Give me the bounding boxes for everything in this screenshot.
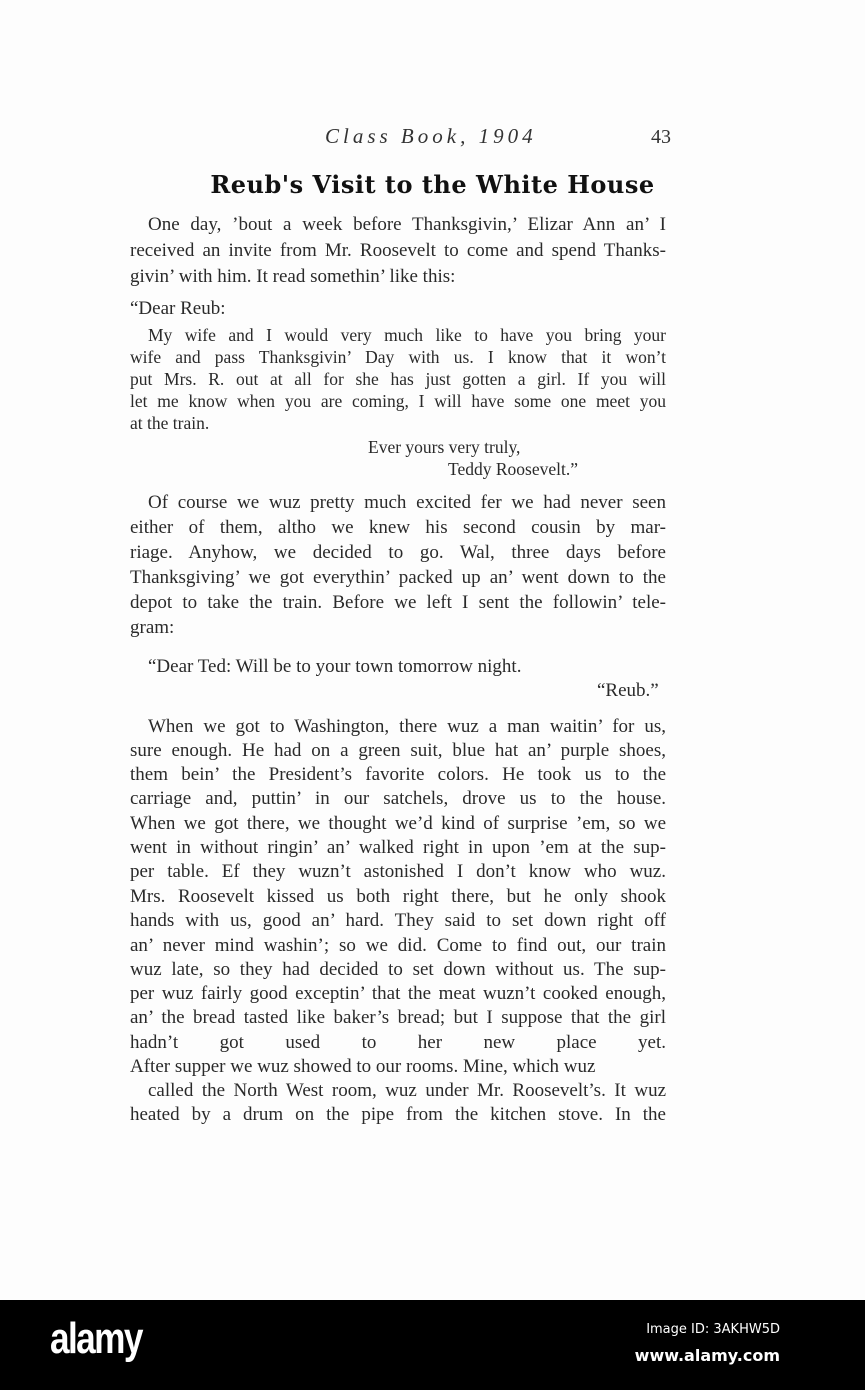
running-title: Class Book, 1904 (325, 124, 537, 148)
text-line: put Mrs. R. out at all for she has just gotten a girl. If you will (130, 369, 666, 389)
text-line: One day, ’bout a week before Thanksgivin,’ Elizar Ann an’ I (148, 214, 666, 235)
text-line: them bein’ the President’s favorite colors. He took us to the (130, 764, 666, 785)
text-line: gram: (130, 617, 175, 638)
text-line: When we got there, we thought we’d kind of surprise ’em, so we (130, 813, 666, 834)
watermark-band (0, 1300, 865, 1390)
text-line: an’ never mind washin’; so we did. Come to find out, our train (130, 935, 666, 956)
text-line: riage. Anyhow, we decided to go. Wal, three days before (130, 542, 666, 563)
text-line: “Reub.” (597, 680, 659, 701)
text-line: Teddy Roosevelt.” (448, 459, 578, 479)
text-line: hands with us, good an’ hard. They said to set down right off (130, 910, 666, 931)
text-line: sure enough. He had on a green suit, blue hat an’ purple shoes, (130, 740, 666, 761)
text-line: carriage and, puttin’ in our satchels, drove us to the house. (130, 788, 666, 809)
text-line: “Dear Ted: Will be to your town tomorrow night. (148, 656, 522, 677)
text-line: Ever yours very truly, (368, 437, 521, 457)
text-line: depot to take the train. Before we left I sent the followin’ tele- (130, 592, 666, 613)
text-line: per wuz fairly good exceptin’ that the meat wuzn’t cooked enough, (130, 983, 666, 1004)
text-line: givin’ with him. It read somethin’ like this: (130, 266, 456, 287)
page-number: 43 (651, 126, 671, 148)
text-line: let me know when you are coming, I will have some one meet you (130, 391, 666, 411)
text-line: called the North West room, wuz under Mr. Roosevelt’s. It wuz (148, 1080, 666, 1101)
text-line: Mrs. Roosevelt kissed us both right there, but he only shook (130, 886, 666, 907)
text-line: an’ the bread tasted like baker’s bread; but I suppose that the girl (130, 1007, 666, 1028)
text-line: Thanksgiving’ we got everythin’ packed up an’ went down to the (130, 567, 666, 588)
text-line: When we got to Washington, there wuz a man waitin’ for us, (148, 716, 666, 737)
text-line: received an invite from Mr. Roosevelt to come and spend Thanks- (130, 240, 666, 261)
text-line: After supper we wuz showed to our rooms. Mine, which wuz (130, 1056, 596, 1077)
text-line: went in without ringin’ an’ walked right in upon ’em at the sup- (130, 837, 666, 858)
text-line: wife and pass Thanksgivin’ Day with us. I know that it won’t (130, 347, 666, 367)
text-line: either of them, altho we knew his second cousin by mar- (130, 517, 666, 538)
text-line: hadn’t got used to her new place yet. (130, 1032, 666, 1053)
article-title: Reub's Visit to the White House (210, 170, 655, 199)
text-line: wuz late, so they had decided to set down without us. The sup- (130, 959, 666, 980)
text-line: “Dear Reub: (130, 298, 226, 319)
text-line: Of course we wuz pretty much excited fer we had never seen (148, 492, 666, 513)
alamy-logo: alamy (50, 1314, 142, 1363)
text-line: per table. Ef they wuzn’t astonished I don’t know who wuz. (130, 861, 666, 882)
image-id: Image ID: 3AKHW5D (646, 1322, 780, 1337)
text-line: heated by a drum on the pipe from the kitchen stove. In the (130, 1104, 666, 1125)
text-line: at the train. (130, 413, 210, 433)
site-url: www.alamy.com (634, 1346, 780, 1365)
text-line: My wife and I would very much like to have you bring your (148, 325, 666, 345)
